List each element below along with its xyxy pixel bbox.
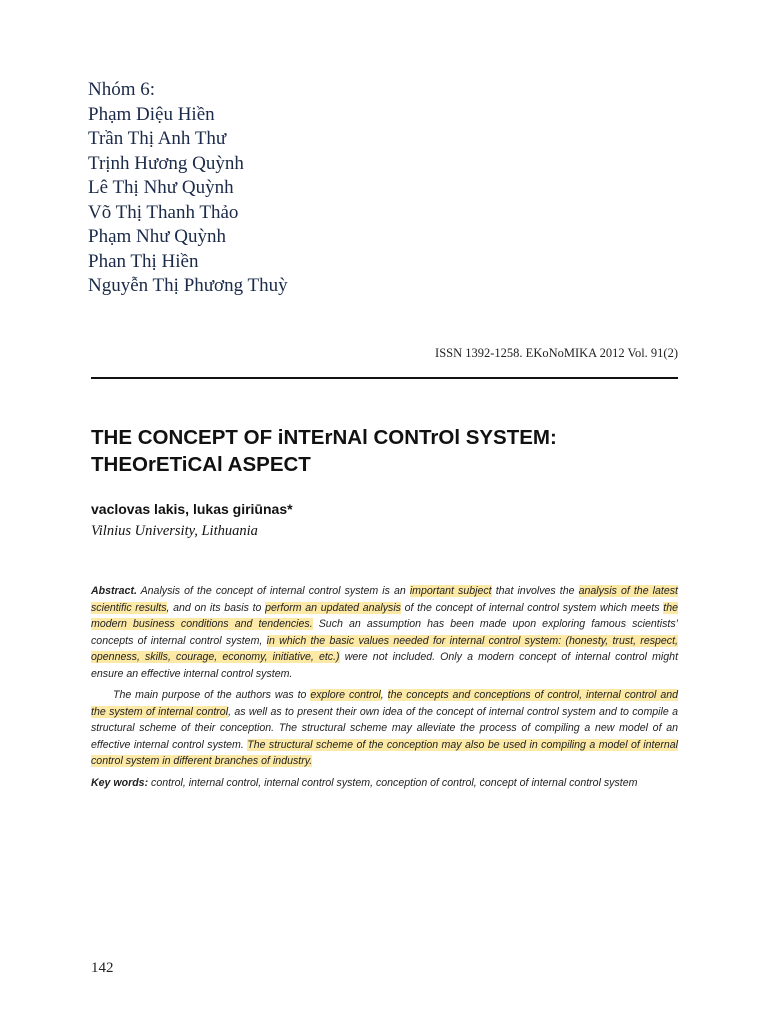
abstract-text: The main purpose of the authors was to — [113, 689, 311, 701]
abstract-label: Abstract. — [91, 585, 137, 597]
abstract-text: , as well as to present their own idea of the concept of internal control system and to compile a structural scheme of their conception. The structural scheme may alleviate the process of compiling a new model of an effective internal control system. — [91, 705, 679, 751]
abstract-text: Analysis of the concept of internal control system is an — [136, 585, 410, 597]
abstract-text: , and on its basis to — [166, 601, 266, 614]
article-title-line-1: THE CONCEPT OF iNTErNAl CONTrOl SYSTEM: — [91, 426, 557, 449]
group-heading: Nhóm 6: — [88, 79, 156, 100]
group-member: Phan Thị Hiền — [88, 250, 199, 272]
highlighted-text: important subject — [409, 585, 492, 597]
abstract-text: were not included. Only a modern concept of internal control might ensure an effective internal control system. — [91, 651, 679, 680]
abstract-text: that involves the — [491, 585, 579, 597]
article-title-line-2: THEOrETiCAl ASPECT — [91, 453, 311, 476]
group-member: Lê Thị Như Quỳnh — [88, 177, 234, 198]
highlighted-text: The structural scheme of the conception may also be used in compiling a model of internal control system in different branches of industry. — [91, 738, 678, 767]
article-title — [91, 424, 691, 478]
abstract-text: Such an assumption has been made upon exploring famous scientists’ concepts of internal control system, — [91, 618, 678, 647]
article-authors: vaclovas lakis, lukas giriūnas* — [91, 501, 293, 517]
abstract-text: of the concept of internal control system which meets — [400, 601, 664, 614]
header-divider — [91, 377, 678, 379]
highlighted-text: explore control — [310, 689, 381, 701]
group-member: Trần Thị Anh Thư — [88, 128, 227, 149]
journal-issn-line: ISSN 1392-1258. EKoNoMIKA 2012 Vol. 91(2) — [435, 346, 678, 360]
highlighted-text: analysis of the latest scientific results — [91, 585, 678, 614]
group-member-list — [88, 78, 508, 299]
group-member: Phạm Như Quỳnh — [88, 226, 227, 247]
page-number: 142 — [91, 960, 114, 976]
abstract-paragraph-2 — [91, 687, 678, 770]
highlighted-text: the concepts and conceptions of control, internal control and the system of internal control — [91, 689, 678, 718]
abstract-text: , — [380, 689, 388, 701]
keywords-label: Key words: — [91, 776, 149, 789]
abstract-section — [91, 583, 678, 791]
highlighted-text: perform an updated analysis — [265, 601, 401, 614]
keywords-paragraph — [91, 775, 678, 792]
highlighted-text: the modern business conditions and tendencies. — [91, 601, 678, 630]
group-member: Trịnh Hương Quỳnh — [88, 152, 244, 174]
group-member: Phạm Diệu Hiền — [88, 103, 215, 125]
highlighted-text: in which the basic values needed for internal control system: (honesty, trust, respect, openness, skills, courage, economy, initiative, etc.) — [91, 634, 678, 663]
group-member: Nguyễn Thị Phương Thuỳ — [88, 275, 288, 296]
group-member: Võ Thị Thanh Thảo — [88, 201, 239, 223]
keywords-text: control, internal control, internal control system, conception of control, concept of internal control system — [148, 776, 638, 789]
article-affiliation: Vilnius University, Lithuania — [91, 523, 258, 539]
abstract-paragraph-1 — [91, 583, 678, 682]
